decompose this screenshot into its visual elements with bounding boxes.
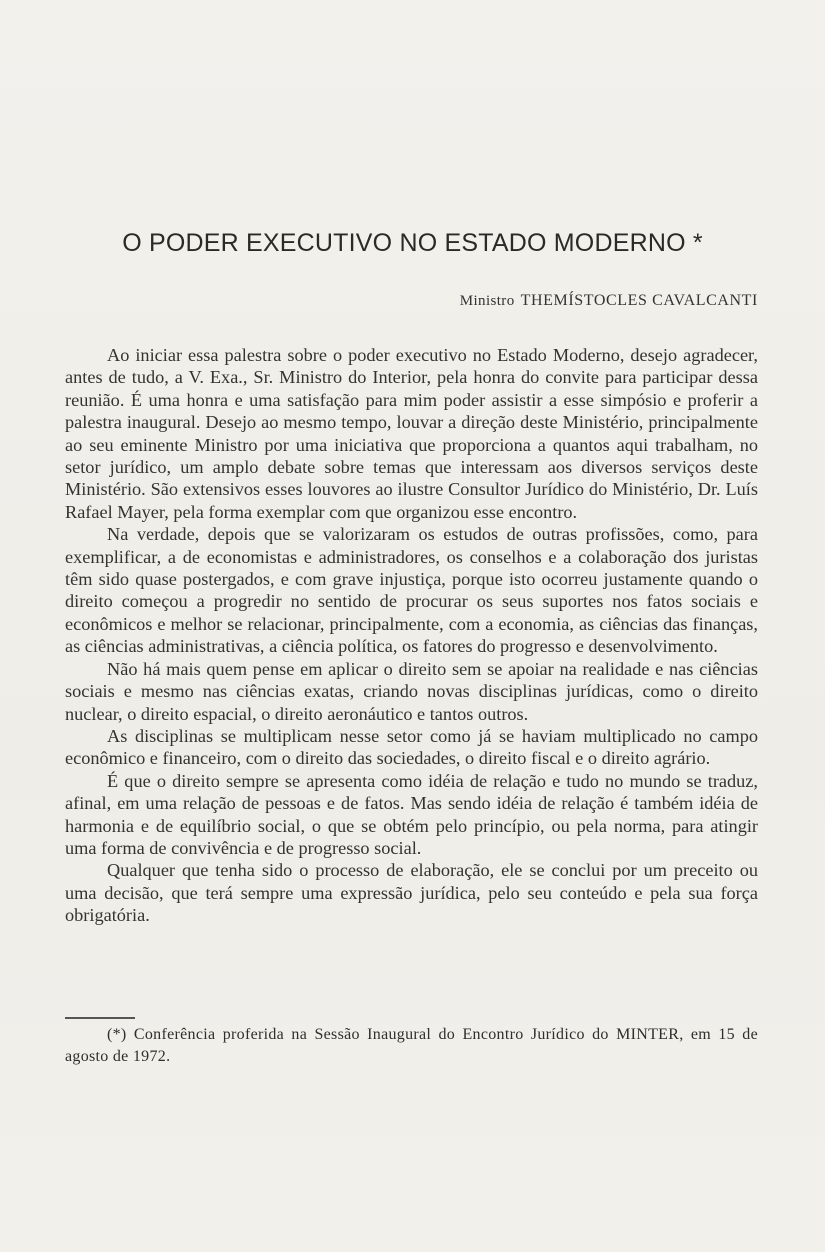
paragraph: Na verdade, depois que se valorizaram os estudos de outras profissões, como, para exemplificar, a de economistas e administradores, os conselhos e a colaboração dos juristas têm sido quase postergados, e com grave injustiça, porque isto ocorreu justamente quando o direito começou a progredir no sentido de procurar os seus suportes nos fatos sociais e econômicos e melhor se relacionar, principalmente, com a economia, as ciências das finanças, as ciências administrativas, a ciência política, os fatores do progresso e desenvolvimento. (65, 524, 758, 657)
author-line (460, 292, 758, 310)
footnote-divider (65, 1017, 135, 1019)
paragraph: É que o direito sempre se apresenta como idéia de relação e tudo no mundo se traduz, afinal, em uma relação de pessoas e de fatos. Mas sendo idéia de relação é também idéia de harmonia e de equilíbrio social, o que se obtém pelo princípio, ou pela norma, para atingir uma forma de convivência e de progresso social. (65, 770, 758, 858)
author-name: THEMÍSTOCLES CAVALCANTI (520, 292, 758, 309)
article-title: O PODER EXECUTIVO NO ESTADO MODERNO * (122, 229, 703, 257)
footnote: (*) Conferência proferida na Sessão Inaugural do Encontro Jurídico do MINTER, em 15 de agosto de 1972. (65, 1026, 758, 1065)
paragraph: Qualquer que tenha sido o processo de elaboração, ele se conclui por um preceito ou uma decisão, que terá sempre uma expressão jurídica, pelo seu conteúdo e pela sua força obrigatória. (65, 860, 758, 926)
paragraph: As disciplinas se multiplicam nesse setor como já se haviam multiplicado no campo econômico e financeiro, com o direito das sociedades, o direito fiscal e o direito agrário. (65, 725, 758, 769)
paragraph: Ao iniciar essa palestra sobre o poder executivo no Estado Moderno, desejo agradecer, antes de tudo, a V. Exa., Sr. Ministro do Interior, pela honra do convite para participar dessa reunião. É uma honra e uma satisfação para mim poder assistir a esse simpósio e proferir a palestra inaugural. Desejo ao mesmo tempo, louvar a direção deste Ministério, principalmente ao seu eminente Ministro por uma iniciativa que proporciona a quantos aqui trabalham, no setor jurídico, um amplo debate sobre temas que interessam aos diversos serviços deste Ministério. São extensivos esses louvores ao ilustre Consultor Jurídico do Ministério, Dr. Luís Rafael Mayer, pela forma exemplar com que organizou esse encontro. (65, 345, 758, 522)
author-role: Ministro (459, 293, 515, 309)
paragraph: Não há mais quem pense em aplicar o direito sem se apoiar na realidade e nas ciências sociais e mesmo nas ciências exatas, criando novas disciplinas jurídicas, como o direito nuclear, o direito espacial, o direito aeronáutico e tantos outros. (65, 658, 758, 724)
article-body (65, 344, 758, 927)
